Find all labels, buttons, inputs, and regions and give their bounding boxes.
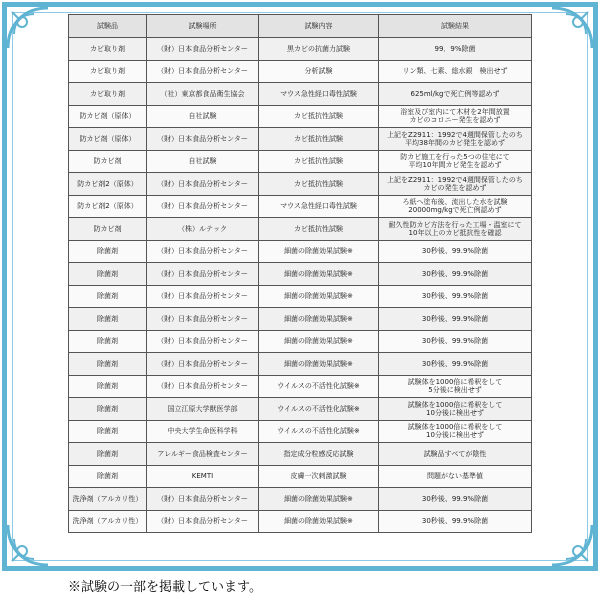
cell-content: 分析試験 xyxy=(259,60,379,83)
cell-content: 細菌の除菌効果試験※ xyxy=(259,308,379,331)
cell-result: 浴室及び室内にて木材を2年間放置 カビのコロニー発生を認めず xyxy=(379,105,532,128)
table-row xyxy=(69,375,532,398)
cell-product: 除菌剤 xyxy=(69,330,147,353)
cell-product: カビ取り剤 xyxy=(69,83,147,106)
cell-content: マウス急性経口毒性試験 xyxy=(259,195,379,218)
cell-location: 中央大学生命医科学科 xyxy=(147,420,259,443)
cell-content: 細菌の除菌効果試験※ xyxy=(259,263,379,286)
cell-result: 上記をZ2911：1992で4週間保管したのち 平均38年間のカビ発生を認めず xyxy=(379,128,532,151)
corner-ornament-icon xyxy=(548,521,596,569)
cell-product: 除菌剤 xyxy=(69,420,147,443)
table-row xyxy=(69,173,532,196)
footnote: ※試験の一部を掲載しています。 xyxy=(68,580,262,595)
cell-result: 625ml/kgで死亡例等認めず xyxy=(379,83,532,106)
cell-product: 洗浄剤（アルカリ性） xyxy=(69,510,147,533)
cell-location: （財）日本食品分析センター xyxy=(147,375,259,398)
table-row xyxy=(69,195,532,218)
table-row xyxy=(69,488,532,511)
cell-location: アレルギー食品検査センター xyxy=(147,443,259,466)
cell-product: 除菌剤 xyxy=(69,375,147,398)
table-row xyxy=(69,285,532,308)
cell-location: （財）日本食品分析センター xyxy=(147,240,259,263)
table-row xyxy=(69,398,532,421)
cell-location: （財）日本食品分析センター xyxy=(147,38,259,61)
cell-content: 細菌の除菌効果試験※ xyxy=(259,510,379,533)
cell-result: 30秒後、99.9%除菌 xyxy=(379,240,532,263)
test-results-table xyxy=(68,14,532,533)
table-row xyxy=(69,38,532,61)
cell-location: 自社試験 xyxy=(147,105,259,128)
header-product: 試験品 xyxy=(69,15,147,38)
header-content: 試験内容 xyxy=(259,15,379,38)
cell-product: 防カビ剤（原体） xyxy=(69,128,147,151)
cell-result: 耐久性防カビ方法を行った工場・温室にて 10年以上のカビ抵抗性を確認 xyxy=(379,218,532,241)
cell-product: カビ取り剤 xyxy=(69,60,147,83)
cell-location: （財）日本食品分析センター xyxy=(147,308,259,331)
cell-result: 上記をZ2911：1992で4週間保管したのち カビの発生を認めず xyxy=(379,173,532,196)
cell-location: （財）日本食品分析センター xyxy=(147,330,259,353)
cell-location: （株）ルテック xyxy=(147,218,259,241)
cell-location: 自社試験 xyxy=(147,150,259,173)
cell-location: （財）日本食品分析センター xyxy=(147,173,259,196)
table-row xyxy=(69,83,532,106)
table-row xyxy=(69,128,532,151)
cell-location: （社）東京都食品衛生協会 xyxy=(147,83,259,106)
table-row xyxy=(69,465,532,488)
cell-location: （財）日本食品分析センター xyxy=(147,285,259,308)
cell-result: 試験体を1000倍に希釈をして 5分後に検出せず xyxy=(379,375,532,398)
corner-ornament-icon xyxy=(548,4,596,52)
cell-content: ウイルスの不活性化試験※ xyxy=(259,398,379,421)
cell-location: （財）日本食品分析センター xyxy=(147,60,259,83)
cell-result: 防カビ施工を行った5つの住宅にて 平均10年間カビ発生を認めず xyxy=(379,150,532,173)
cell-product: 除菌剤 xyxy=(69,398,147,421)
table-row xyxy=(69,263,532,286)
table-row xyxy=(69,353,532,376)
cell-product: カビ取り剤 xyxy=(69,38,147,61)
cell-result: 試験品すべてが陰性 xyxy=(379,443,532,466)
cell-result: 問題がない基準値 xyxy=(379,465,532,488)
table-row xyxy=(69,240,532,263)
cell-content: 細菌の除菌効果試験※ xyxy=(259,330,379,353)
header-location: 試験場所 xyxy=(147,15,259,38)
table-row xyxy=(69,443,532,466)
cell-content: カビ抵抗性試験 xyxy=(259,218,379,241)
cell-result: 試験体を1000倍に希釈をして 10分後に検出せず xyxy=(379,398,532,421)
cell-location: （財）日本食品分析センター xyxy=(147,510,259,533)
cell-content: 細菌の除菌効果試験※ xyxy=(259,285,379,308)
cell-location: 国立江原大学獣医学部 xyxy=(147,398,259,421)
cell-result: 30秒後、99.9%除菌 xyxy=(379,488,532,511)
cell-result: 99．9%除菌 xyxy=(379,38,532,61)
cell-product: 防カビ剤 xyxy=(69,218,147,241)
cell-location: （財）日本食品分析センター xyxy=(147,488,259,511)
table-body xyxy=(69,38,532,533)
cell-result: 試験体を1000倍に希釈をして 10分後に検出せず xyxy=(379,420,532,443)
cell-content: 細菌の除菌効果試験※ xyxy=(259,353,379,376)
cell-result: リン類、七素、総水銀 検出せず xyxy=(379,60,532,83)
table-row xyxy=(69,420,532,443)
table-row xyxy=(69,60,532,83)
header-result: 試験結果 xyxy=(379,15,532,38)
cell-result: 30秒後、99.9%除菌 xyxy=(379,263,532,286)
cell-product: 除菌剤 xyxy=(69,263,147,286)
cell-content: カビ抵抗性試験 xyxy=(259,128,379,151)
cell-product: 防カビ剤2（原体） xyxy=(69,195,147,218)
corner-ornament-icon xyxy=(4,521,52,569)
cell-location: （財）日本食品分析センター xyxy=(147,195,259,218)
cell-content: ウイルスの不活性化試験※ xyxy=(259,375,379,398)
cell-product: 除菌剤 xyxy=(69,353,147,376)
cell-location: （財）日本食品分析センター xyxy=(147,353,259,376)
cell-product: 防カビ剤 xyxy=(69,150,147,173)
table-row xyxy=(69,510,532,533)
cell-product: 除菌剤 xyxy=(69,308,147,331)
cell-result: 30秒後、99.9%除菌 xyxy=(379,330,532,353)
cell-product: 除菌剤 xyxy=(69,443,147,466)
cell-result: 30秒後、99.9%除菌 xyxy=(379,353,532,376)
cell-content: カビ抵抗性試験 xyxy=(259,173,379,196)
cell-content: マウス急性経口毒性試験 xyxy=(259,83,379,106)
cell-result: 30秒後、99.9%除菌 xyxy=(379,308,532,331)
cell-content: カビ抵抗性試験 xyxy=(259,150,379,173)
cell-content: 皮膚一次刺激試験 xyxy=(259,465,379,488)
cell-product: 洗浄剤（アルカリ性） xyxy=(69,488,147,511)
table-row xyxy=(69,330,532,353)
cell-result: 30秒後、99.9%除菌 xyxy=(379,510,532,533)
table-row xyxy=(69,105,532,128)
cell-result: 30秒後、99.9%除菌 xyxy=(379,285,532,308)
cell-content: カビ抵抗性試験 xyxy=(259,105,379,128)
table-header-row xyxy=(69,15,532,38)
cell-content: ウイルスの不活性化試験※ xyxy=(259,420,379,443)
cell-product: 防カビ剤2（原体） xyxy=(69,173,147,196)
cell-content: 細菌の除菌効果試験※ xyxy=(259,488,379,511)
table-row xyxy=(69,308,532,331)
table-row xyxy=(69,150,532,173)
cell-product: 防カビ剤（原体） xyxy=(69,105,147,128)
cell-content: 細菌の除菌効果試験※ xyxy=(259,240,379,263)
cell-location: KEMTI xyxy=(147,465,259,488)
cell-product: 除菌剤 xyxy=(69,285,147,308)
test-results-table-wrap xyxy=(68,14,531,563)
cell-product: 除菌剤 xyxy=(69,240,147,263)
cell-result: ろ紙へ塗布後、流出した水を試験 20000mg/kgで死亡例認めず xyxy=(379,195,532,218)
table-row xyxy=(69,218,532,241)
cell-content: 黒カビの抗菌力試験 xyxy=(259,38,379,61)
cell-location: （財）日本食品分析センター xyxy=(147,128,259,151)
cell-product: 除菌剤 xyxy=(69,465,147,488)
cell-content: 指定成分粒感反応試験 xyxy=(259,443,379,466)
corner-ornament-icon xyxy=(4,4,52,52)
cell-location: （財）日本食品分析センター xyxy=(147,263,259,286)
